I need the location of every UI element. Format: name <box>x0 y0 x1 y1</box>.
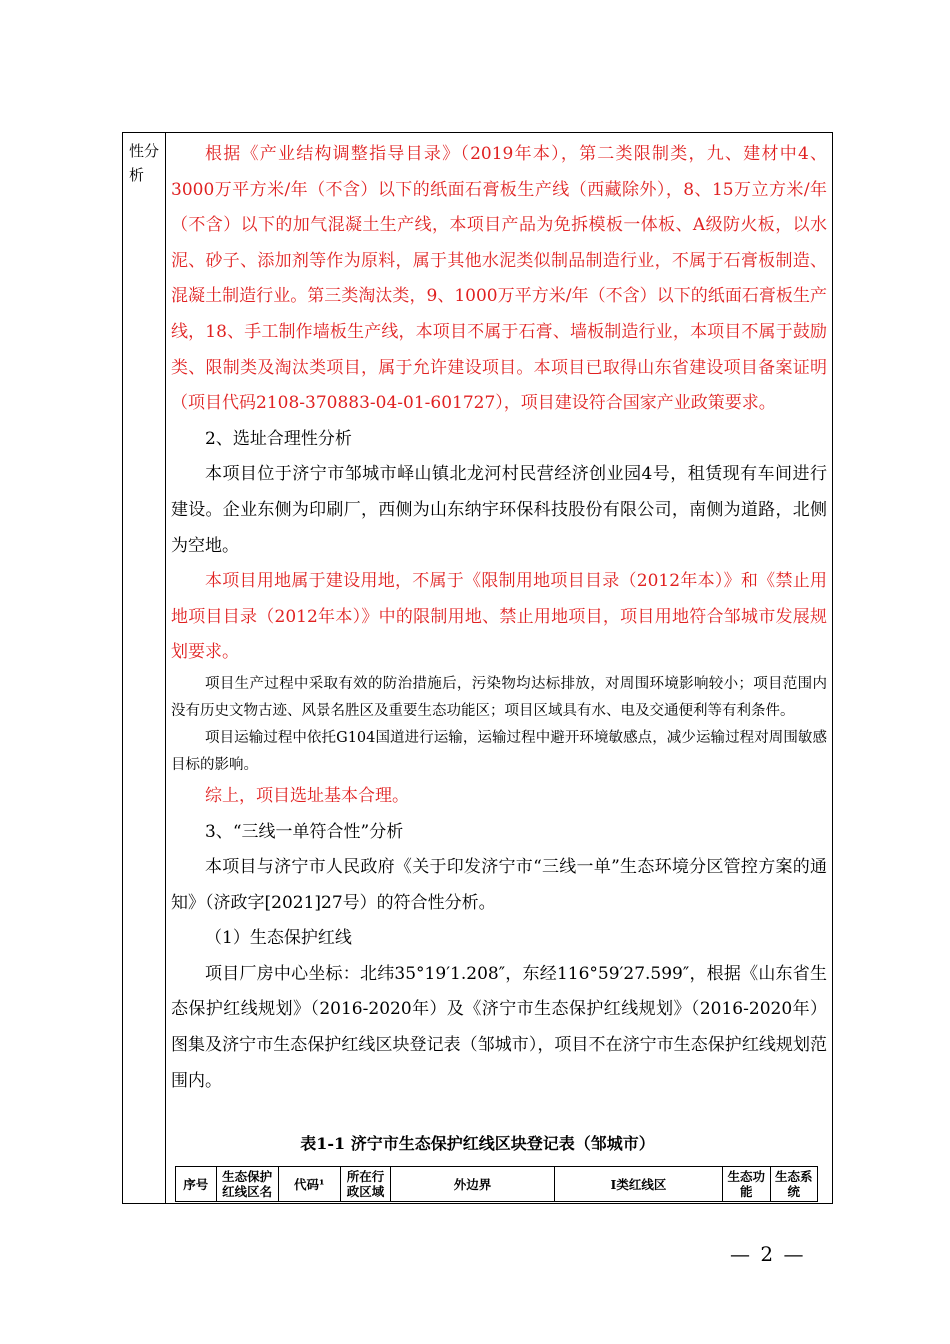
paragraph-conclusion: 综上，项目选址基本合理。 <box>205 785 409 806</box>
redline-register-table <box>175 1166 818 1202</box>
table-title: 表1-1 济宁市生态保护红线区块登记表（邹城市） <box>300 1134 655 1153</box>
col-header-zone-name: 生态保护红线区名 <box>216 1167 278 1202</box>
col-header-index: 序号 <box>176 1167 217 1202</box>
paragraph-location: 本项目位于济宁市邹城市峄山镇北龙河村民营经济创业园4号，租赁现有车间进行建设。企业东侧为印刷厂，西侧为山东纳宇环保科技股份有限公司，南侧为道路，北侧为空地。 <box>171 464 827 556</box>
col-header-code: 代码¹ <box>278 1167 340 1202</box>
heading-site-selection: 2、选址合理性分析 <box>205 428 352 449</box>
paragraph-three-lines-intro: 本项目与济宁市人民政府《关于印发济宁市“三线一单”生态环境分区管控方案的通知》（济政字[2021]27号）的符合性分析。 <box>171 857 827 913</box>
paragraph-land-use: 本项目用地属于建设用地，不属于《限制用地项目目录（2012年本）》和《禁止用地项目目录（2012年本）》中的限制用地、禁止用地项目，项目用地符合邹城市发展规划要求。 <box>171 571 827 663</box>
form-frame <box>122 132 833 1204</box>
col-header-eco-function: 生态功能 <box>723 1167 770 1202</box>
col-header-outer-boundary: 外边界 <box>391 1167 554 1202</box>
heading-three-lines: 3、“三线一单符合性”分析 <box>205 821 404 842</box>
page-number: — 2 — <box>730 1242 806 1266</box>
paragraph-pollution-control: 项目生产过程中采取有效的防治措施后，污染物均达标排放，对周围环境影响较小；项目范围内没有历史文物古迹、风景名胜区及重要生态功能区；项目区域具有水、电及交通便利等有利条件。 <box>171 675 827 719</box>
left-column <box>123 133 166 1203</box>
heading-ecological-redline: （1）生态保护红线 <box>205 928 352 949</box>
left-column-label: 性分析 <box>129 142 160 184</box>
col-header-class-one-zone: I类红线区 <box>554 1167 722 1202</box>
paragraph-coordinates: 项目厂房中心坐标：北纬35°19′1.208″，东经116°59′27.599″，根据《山东省生态保护红线规划》（2016-2020年）及《济宁市生态保护红线规划》（2016-2020年）图集及济宁市生态保护红线区块登记表（邹城市），项目不在济宁市生态保护红线规划范围内。 <box>171 963 827 1091</box>
content-area <box>171 137 827 1099</box>
paragraph-industry-policy: 根据《产业结构调整指导目录》（2019年本），第二类限制类，九、建材中4、3000万平方米/年（不含）以下的纸面石膏板生产线（西藏除外），8、15万立方米/年（不含）以下的加气混凝土生产线，本项目产品为免拆模板一体板、A级防火板，以水泥、砂子、添加剂等作为原料，属于其他水泥类似制品制造行业，不属于石膏板制造、混凝土制造行业。第三类淘汰类，9、1000万平方米/年（不含）以下的纸面石膏板生产线，18、手工制作墙板生产线，本项目不属于石膏、墙板制造行业，本项目不属于鼓励类、限制类及淘汰类项目，属于允许建设项目。本项目已取得山东省建设项目备案证明（项目代码2108-370883-04-01-601727），项目建设符合国家产业政策要求。 <box>171 144 827 414</box>
paragraph-transport: 项目运输过程中依托G104国道进行运输，运输过程中避开环境敏感点，减少运输过程对周围敏感目标的影响。 <box>171 729 827 773</box>
col-header-ecosystem: 生态系统 <box>770 1167 817 1202</box>
table-header-row <box>176 1167 818 1202</box>
col-header-admin-region: 所在行政区域 <box>340 1167 390 1202</box>
